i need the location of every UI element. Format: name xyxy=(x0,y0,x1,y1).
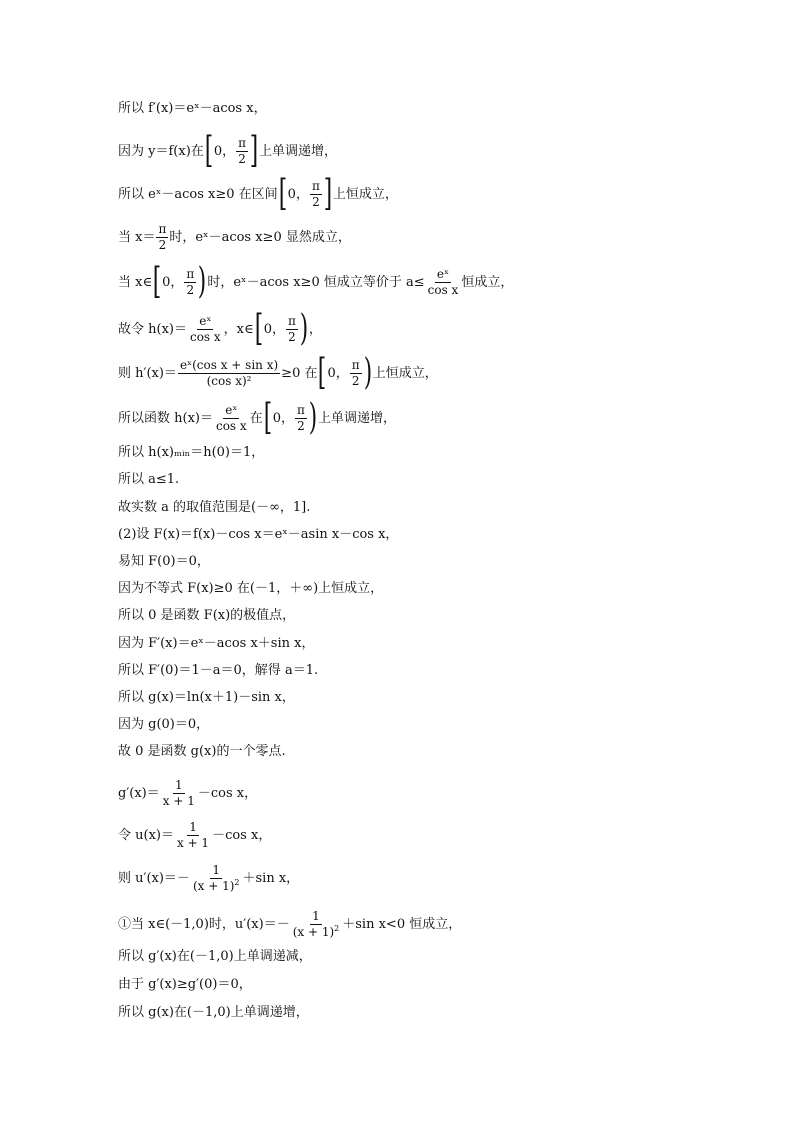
line-26: 由于 g′(x)≥g′(0)＝0， xyxy=(118,977,252,992)
fraction: $\frac{\pi}{2}$ xyxy=(238,135,246,166)
line-20: 故 0 是函数 g(x)的一个零点. xyxy=(118,744,286,759)
line-25: 所以 g′(x)在(－1,0)上单调递减， xyxy=(118,949,312,964)
line-13: 易知 F(0)＝0， xyxy=(118,554,210,569)
line-11: 故实数 a 的取值范围是(－∞，1]. xyxy=(118,500,311,515)
line-17: 所以 F′(0)＝1－a＝0，解得 a＝1. xyxy=(118,663,319,678)
line-1: 所以 f′(x)＝eˣ－acos x， xyxy=(118,101,267,116)
line-6: 故令 h(x)＝ $\frac{\text{eˣ}}{\text{cos x}}$ ，x∈ [ 0， $\frac{\pi}{2}$ ) ， xyxy=(118,308,322,349)
line-9: 所以 h(x)ₘᵢₙ＝h(0)＝1， xyxy=(118,445,265,460)
line-18: 所以 g(x)＝ln(x＋1)－sin x， xyxy=(118,690,295,705)
line-7: 则 h′(x)＝ $\frac{\text{eˣ(cos x + sin x)}}{\text{(cos x)²}}$ ≥0 在 [ 0， $\frac{\pi}{2}$ ) 上恒成立， xyxy=(118,352,438,393)
line-3: 所以 eˣ－acos x≥0 在区间 [ 0， $\frac{\pi}{2}$ ] 上恒成立， xyxy=(118,173,398,214)
line-27: 所以 g(x)在(－1,0)上单调递增， xyxy=(118,1005,309,1020)
line-4: 当 x＝ $\frac{\pi}{2}$ 时，eˣ－acos x≥0 显然成立， xyxy=(118,222,351,252)
line-19: 因为 g(0)＝0， xyxy=(118,717,210,732)
line-22: 令 u(x)＝ $\frac{1}{x + 1}$ －cos x， xyxy=(118,820,272,850)
line-21: g′(x)＝ $\frac{1}{x + 1}$ －cos x， xyxy=(118,778,258,808)
line-2: 因为 y＝f(x)在 [ 0， $\frac{\pi}{2}$ ] 上单调递增， xyxy=(118,130,338,171)
line-12: (2)设 F(x)＝f(x)－cos x＝eˣ－asin x－cos x， xyxy=(118,527,399,542)
line-15: 所以 0 是函数 F(x)的极值点， xyxy=(118,608,296,623)
line-23: 则 u′(x)＝－ $\frac{1}{(x + 1)^2}$ ＋sin x， xyxy=(118,863,300,893)
line-10: 所以 a≤1. xyxy=(118,472,180,487)
line-16: 因为 F′(x)＝eˣ－acos x＋sin x， xyxy=(118,636,315,651)
line-8: 所以函数 h(x)＝ $\frac{\text{eˣ}}{\text{cos x}}$ 在 [ 0， $\frac{\pi}{2}$ ) 上单调递增， xyxy=(118,397,396,438)
line-5: 当 x∈ [ 0， $\frac{\pi}{2}$ ) 时，eˣ－acos x≥0 恒成立等价于 a≤ $\frac{\text{eˣ}}{\text{cos x}}$ 恒成立， xyxy=(118,261,514,302)
line-14: 因为不等式 F(x)≥0 在(－1，＋∞)上恒成立， xyxy=(118,581,384,596)
line-24: ①当 x∈(－1,0)时，u′(x)＝－ $\frac{1}{(x + 1)^2}$ ＋sin x<0 恒成立， xyxy=(118,909,462,939)
